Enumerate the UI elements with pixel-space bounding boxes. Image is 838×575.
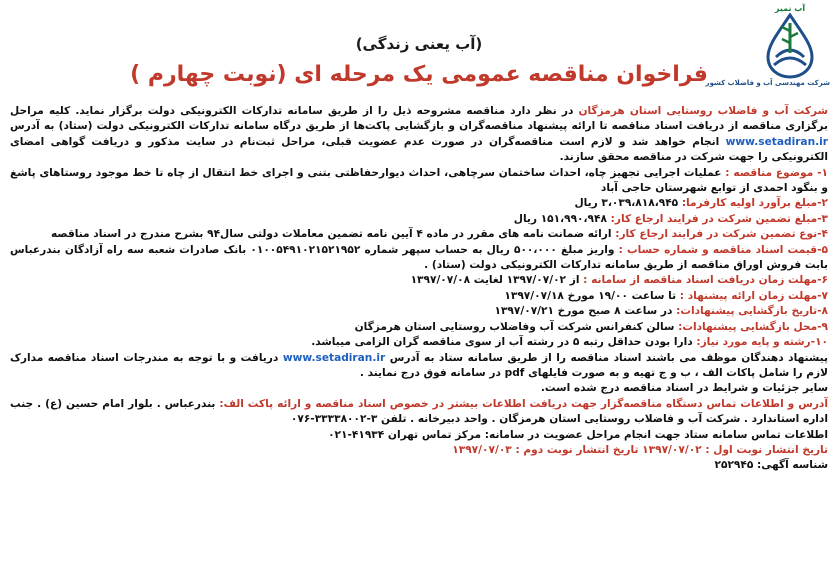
contact-paragraph	[10, 397, 828, 428]
logo-top-text: آب نمیر	[774, 4, 806, 13]
setad-contact: اطلاعات تماس سامانه ستاد جهت انجام مراحل عضویت در سامانه: مرکز تماس تهران ۴۱۹۳۴-۰۲۱	[328, 428, 828, 441]
details-note: سایر جزئیات و شرایط در اسناد مناقصه درج شده است.	[540, 382, 828, 395]
list-item: ۱- موضوع مناقصه : عملیات اجرایی تجهیز چاه، احداث ساختمان سرچاهی، احداث دیوارحفاظتی بتنی و اجرای خط انتقال از چاه تا خط موجود روستاهای پاشغ و بنگود احمدی از توابع شهرستان حاجی آباد	[10, 166, 828, 195]
list-item: ۱۰-رشته و پایه مورد نیاز: دارا بودن حداقل رتبه ۵ در رشته آب از سوی مناقصه گران الزامی میباشد.	[311, 336, 828, 349]
first-publish-date: ۱۳۹۷/۰۷/۰۲	[642, 443, 702, 456]
list-item: ۸-تاریخ بازگشایی پیشنهادات: در ساعت ۸ صبح مورخ ۱۳۹۷/۰۷/۲۱	[494, 305, 828, 318]
ad-id: شناسه آگهی: ۲۵۲۹۴۵	[714, 459, 828, 472]
setad-website-link[interactable]: www.setadiran.ir	[725, 135, 828, 148]
pdf-label: pdf	[504, 366, 525, 379]
intro-text-2: انجام خواهد شد و لازم است مناقصه‌گران در صورت عدم عضویت قبلی، مراحل ثبت‌نام در سایت مذکور و دریافت گواهی امضای الکترونیکی را جهت شرکت در مناقصه محقق سازند.	[10, 135, 828, 164]
publication-dates: تاریخ انتشار نوبت اول : ۱۳۹۷/۰۷/۰۲ تاریخ انتشار نوبت دوم : ۱۳۹۷/۰۷/۰۳	[452, 443, 828, 456]
notice-title: فراخوان مناقصه عمومی یک مرحله ای (نوبت چهارم )	[130, 62, 708, 87]
contact-address: بندرعباس . بلوار امام حسین (ع) . جنب اداره استاندارد . شرکت آب و فاضلاب روستایی استان هرمزگان . واحد دبیرخانه . تلفن ۳-۳۳۳۳۸۰۰۲-۰۷۶	[10, 397, 828, 426]
list-item: ۳-مبلغ تضمین شرکت در فرایند ارجاع کار: ۱۵۱،۹۹۰،۹۴۸ ریال	[513, 212, 828, 225]
list-item: ۶-مهلت زمان دریافت اسناد مناقصه از سامانه : از ۱۳۹۷/۰۷/۰۲ لغایت ۱۳۹۷/۰۷/۰۸	[410, 274, 828, 287]
slogan: (آب یعنی زندگی)	[355, 35, 483, 53]
intro-text-1: در نظر دارد مناقصه مشروحه ذیل را از طریق سامانه تدارکات الکترونیکی دولت برگزار نماید. کلیه مراحل برگزاری مناقصه از دریافت اسناد مناقصه تا ارائه پیشنهاد مناقصه‌گران و بازگشایی پاکت‌ها از طریق درگاه سامانه تدارکات الکترونیکی دولت (ستاد) به آدرس	[10, 105, 828, 133]
notice-body	[10, 104, 828, 474]
contact-label: آدرس و اطلاعات تماس دستگاه مناقصه‌گزار جهت دریافت اطلاعات بیشتر در خصوص اسناد مناقصه و ارائه پاکت الف:	[215, 397, 828, 410]
logo-caption: شرکت مهندسی آب و فاضلاب کشور	[705, 79, 830, 87]
list-item: ۴-نوع تضمین شرکت در فرایند ارجاع کار: ارائه ضمانت نامه های مقرر در ماده ۴ آیین نامه تضمین معاملات دولتی سال۹۴ بشرح مندرج در اسناد مناقصه	[50, 228, 828, 241]
intro-paragraph	[10, 104, 828, 166]
company-name: شرکت آب و فاضلاب روستایی استان هرمزگان	[578, 105, 828, 117]
second-publish-date: ۱۳۹۷/۰۷/۰۳	[452, 443, 512, 456]
ad-id-value: ۲۵۲۹۴۵	[714, 459, 754, 472]
list-item: ۷-مهلت زمان ارائه پیشنهاد : تا ساعت ۱۹/۰۰ مورخ ۱۳۹۷/۰۷/۱۸	[504, 289, 828, 302]
list-item: ۵-قیمت اسناد مناقصه و شماره حساب : واریز مبلغ ۵۰۰،۰۰۰ ریال به حساب سپهر شماره ۰۱۰۰۵۴۹۱۰۲۱۵۲۱۹۵۲ بانک صادرات شعبه سه راه آزادگان بندرعباس بابت فروش اوراق مناقصه از طریق سامانه تدارکات الکترونیکی دولت (ستاد) .	[10, 243, 828, 272]
setad-website-link-2[interactable]: www.setadiran.ir	[282, 351, 386, 364]
list-item: ۹-محل بازگشایی پیشنهادات: سالن کنفرانس شرکت آب وفاضلاب روستایی استان هرمزگان	[354, 320, 828, 333]
list-item: ۲-مبلغ برآورد اولیه کارفرما: ۳،۰۳۹،۸۱۸،۹۴۵ ریال	[574, 197, 828, 210]
instructions-paragraph: پیشنهاد دهندگان موظف می باشند اسناد مناقصه را از طریق سامانه ستاد به آدرس www.setadiran.ir دریافت و با توجه به مندرجات اسناد مناقصه مدارک لازم را شامل پاکات الف ، ب و ج تهیه و به صورت فایلهای pdf در سامانه فوق درج نمایند .	[10, 351, 828, 379]
